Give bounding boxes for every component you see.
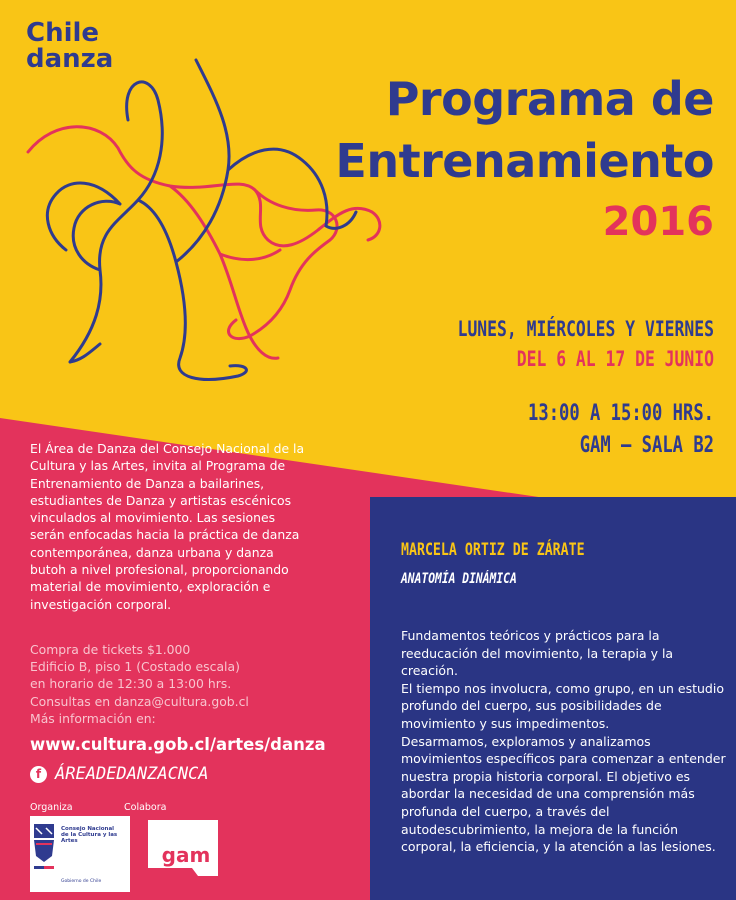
brand-line-2: danza [26, 44, 114, 74]
intro-line: estudiantes de Danza y artistas escénicos [30, 492, 292, 508]
description-line: profunda del cuerpo, a través del [401, 803, 610, 819]
brand-line-1: Chile [26, 18, 100, 48]
program-title [335, 68, 714, 252]
intro-line: serán enfocadas hacia la práctica de danza [30, 527, 300, 543]
website-link[interactable]: www.cultura.gob.cl/artes/danza [30, 735, 326, 754]
facebook-icon: f [30, 766, 47, 783]
ticket-hours: en horario de 12:30 a 13:00 hrs. [30, 676, 232, 692]
description-line: Fundamentos teóricos y prácticos para la [401, 628, 660, 643]
facebook-link[interactable] [30, 764, 209, 784]
intro-line: investigación corporal. [30, 596, 172, 612]
schedule-time: 13:00 A 15:00 HRS. [528, 401, 714, 426]
description-line: movimiento y sus impedimentos. [401, 715, 610, 731]
title-year: 2016 [602, 199, 714, 245]
intro-line: El Área de Danza del Consejo Nacional de la [30, 441, 305, 456]
colabora-label: Colabora [124, 802, 167, 813]
description-line: Desarmamos, exploramos y analizamos [401, 733, 651, 749]
intro-line: contemporánea, danza urbana y danza [30, 544, 274, 560]
description-line: movimientos específicos para comenzar a entender [401, 751, 726, 767]
schedule-days: LUNES, MIÉRCOLES Y VIERNES [457, 317, 714, 341]
more-info-label: Más información en: [30, 710, 156, 726]
intro-line: Entrenamiento de Danza a bailarines, [30, 475, 265, 491]
intro-line: vinculados al movimiento. Las sesiones [30, 510, 276, 526]
building-location: Edificio B, piso 1 (Costado escala) [30, 659, 240, 675]
course-description [401, 627, 726, 856]
tickets-price: Compra de tickets $1.000 [30, 642, 191, 657]
title-line-2: Entrenamiento [335, 134, 714, 188]
gov-logo-footer: Gobierno de Chile [61, 879, 102, 884]
schedule-dates: DEL 6 AL 17 DE JUNIO [516, 347, 714, 371]
contact-email: Consultas en danza@cultura.gob.cl [30, 693, 249, 709]
description-line: abordar la necesidad de una comprensión más [401, 786, 695, 802]
gam-logo-text: gam [161, 843, 211, 867]
speaker-name: MARCELA ORTIZ DE ZÁRATE [401, 540, 585, 560]
ticket-info [30, 641, 330, 727]
intro-line: butoh a nivel profesional, proporcionando [30, 562, 289, 578]
intro-paragraph [30, 440, 310, 613]
title-line-1: Programa de [385, 72, 714, 126]
intro-line: material de movimiento, exploración e [30, 579, 271, 595]
gov-logo-text: Consejo Nacional de la Cultura y las Artes [61, 826, 118, 845]
description-line: profundo del cuerpo, sus posibilidades de [401, 698, 662, 714]
facebook-handle: ÁREADEDANZACNCA [55, 764, 209, 784]
description-line: autodescubrimiento, la mejora de la función [401, 821, 679, 837]
consejo-cultura-logo [30, 816, 130, 892]
description-line: nuestra propia historia corporal. El objetivo es [401, 768, 691, 784]
gam-logo [148, 820, 220, 880]
organiza-label: Organiza [30, 802, 73, 813]
description-line: corporal, la eficiencia, y la atención a las lesiones. [401, 839, 716, 855]
intro-line: Cultura y las Artes, invita al Programa de [30, 458, 286, 474]
schedule-venue: GAM – SALA B2 [579, 433, 714, 458]
description-line: reeducación del movimiento, la terapia y la creación. [401, 645, 674, 679]
description-line: El tiempo nos involucra, como grupo, en un estudio [401, 680, 724, 696]
chile-coat-of-arms-icon [30, 822, 60, 880]
speaker-topic: ANATOMÍA DINÁMICA [401, 571, 517, 587]
